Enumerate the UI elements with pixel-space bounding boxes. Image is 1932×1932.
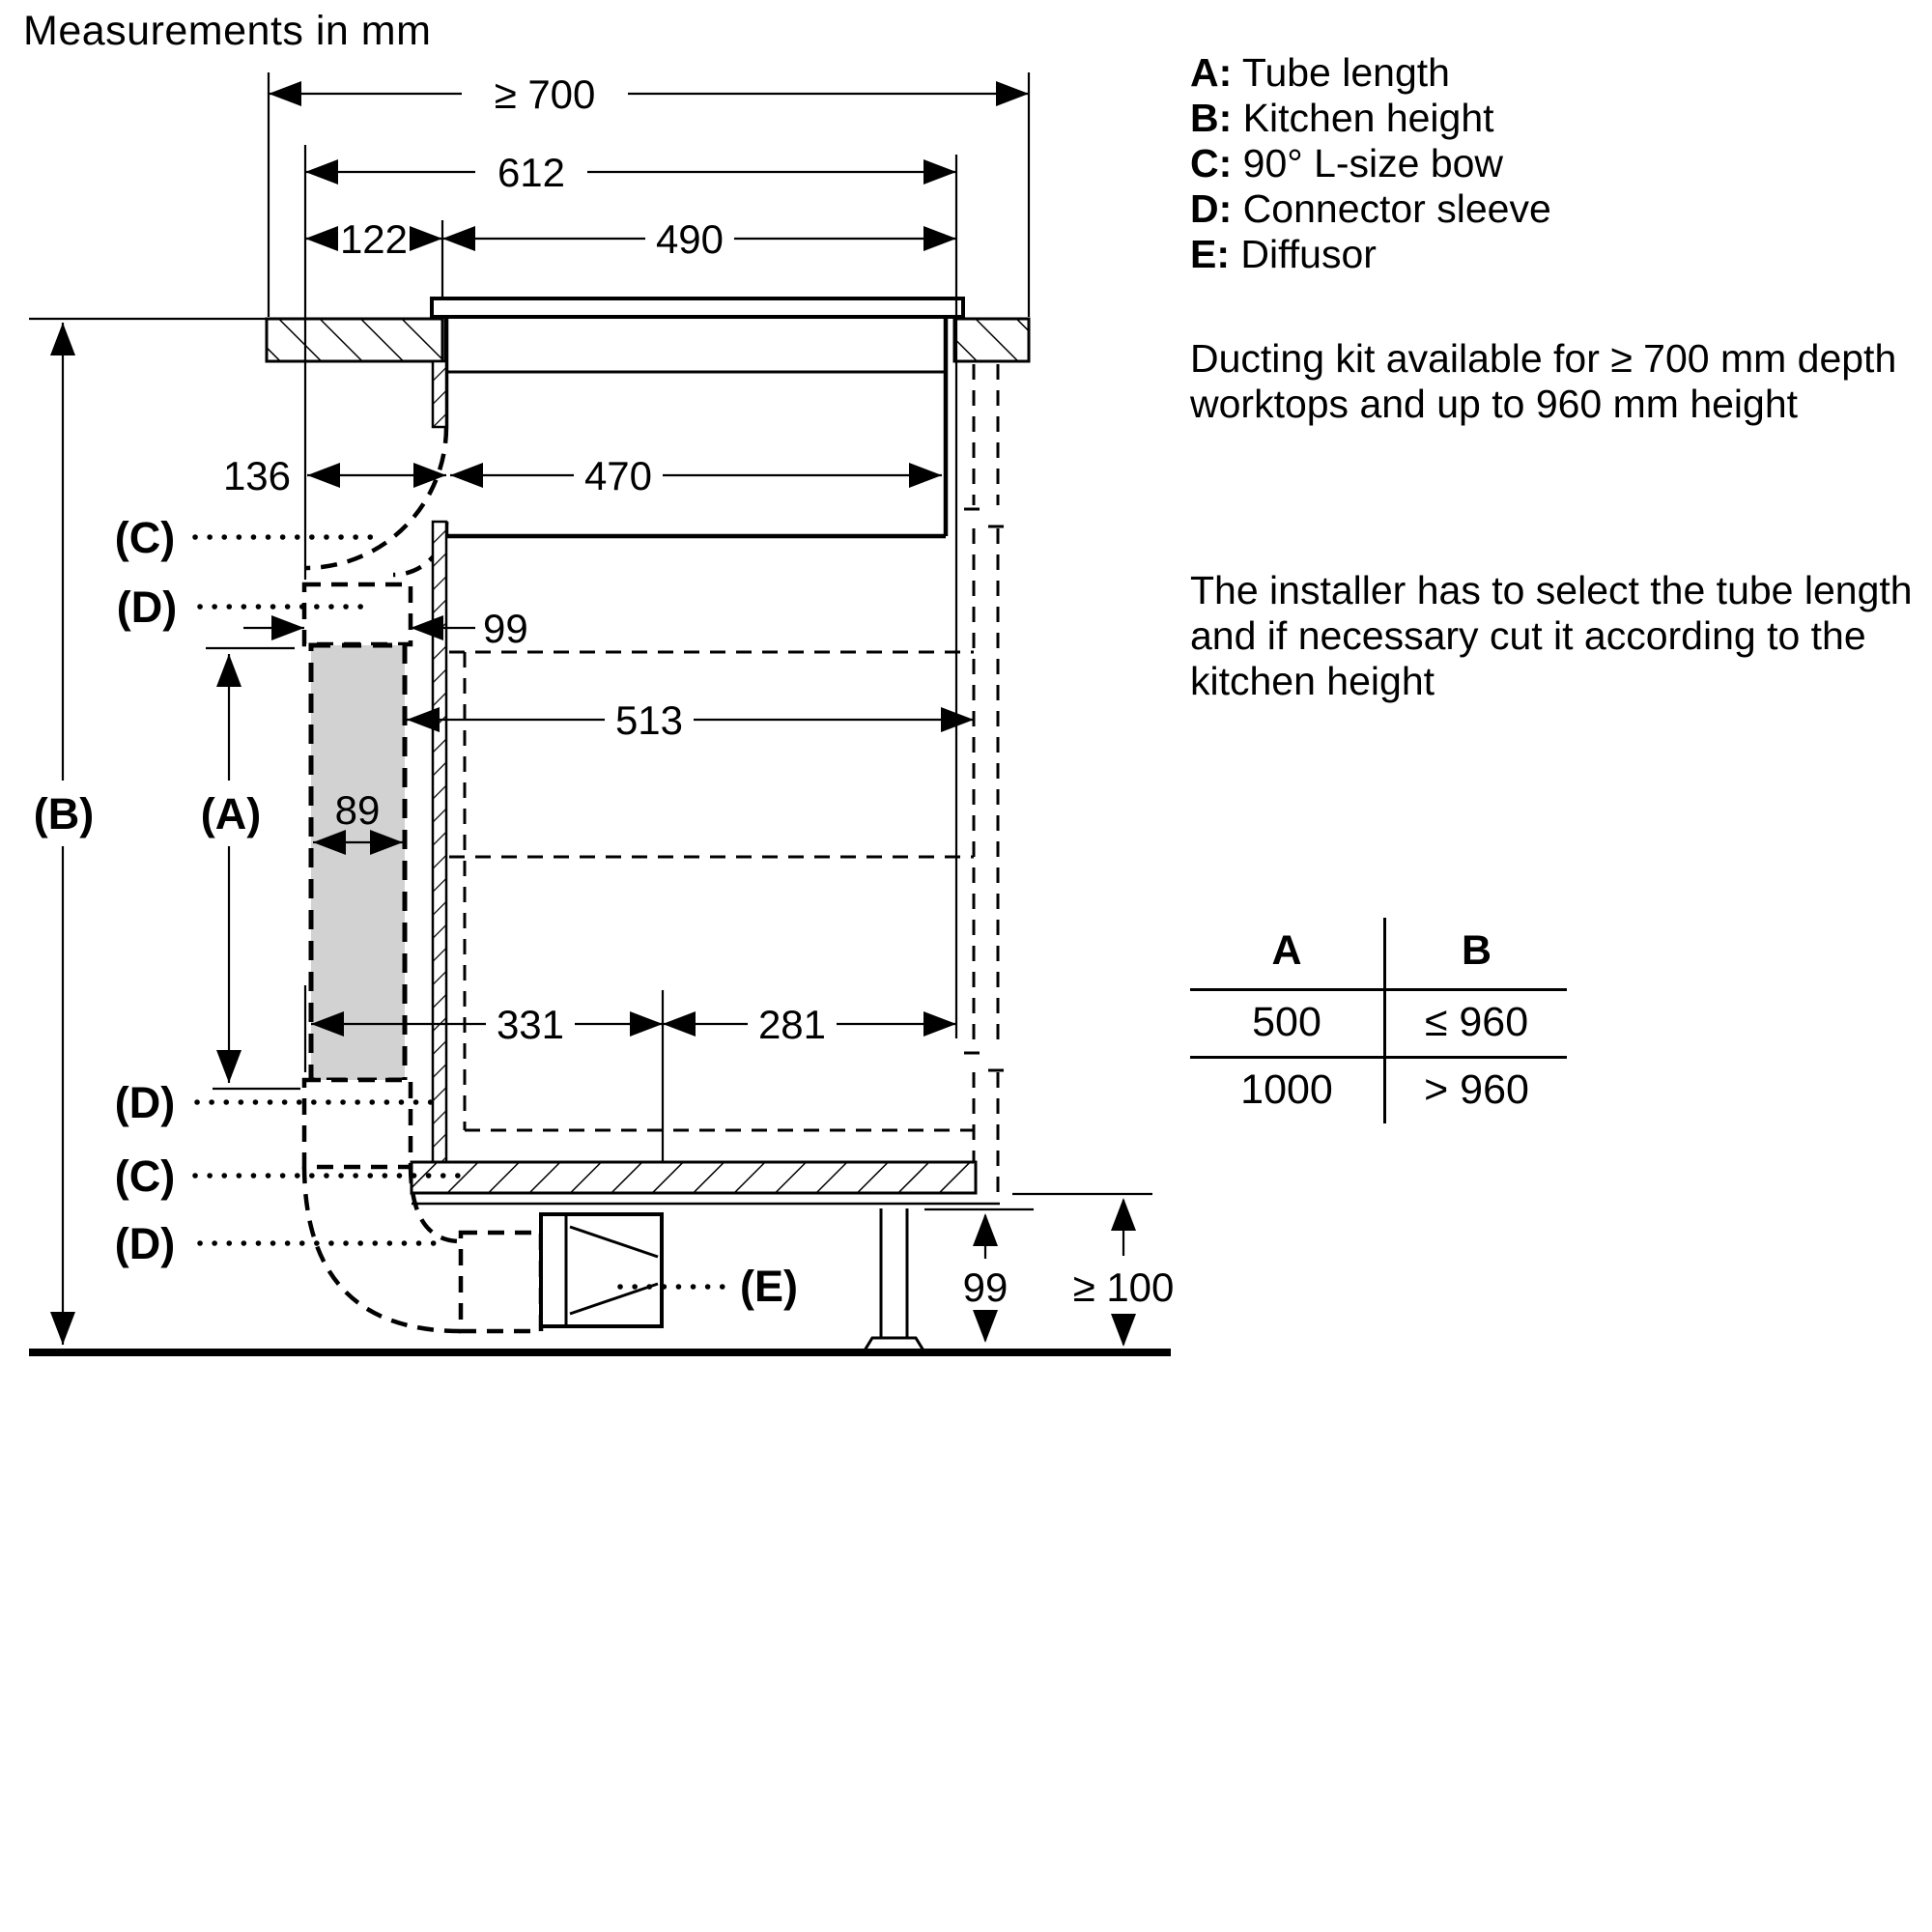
- note-installer: The installer has to select the tube length and if necessary cut it according to the kitchen height: [1190, 568, 1913, 703]
- table-header-a: A: [1190, 918, 1383, 991]
- legend-item-c: [1190, 141, 1551, 186]
- dim-rear-span: 281: [757, 1002, 827, 1047]
- label-bow-top: (C): [114, 513, 176, 562]
- legend-label-a: Tube length: [1241, 50, 1450, 95]
- legend-item-d: [1190, 186, 1551, 232]
- diffusor: [541, 1214, 662, 1326]
- dim-sleeve-width: 99: [483, 606, 528, 651]
- dim-plinth-clearance: ≥ 100: [1072, 1264, 1175, 1310]
- tube: [311, 645, 405, 1080]
- connector-sleeve-lower: [304, 1080, 411, 1167]
- hob-body: [446, 317, 946, 536]
- dim-cabinet-inner: 513: [614, 697, 684, 743]
- label-kitchen-height: (B): [33, 789, 95, 838]
- bow-upper: [305, 427, 446, 575]
- cabinet-dashed-outline: [449, 364, 1008, 1193]
- legend-item-b: [1190, 96, 1551, 141]
- label-bow-bottom: (C): [114, 1151, 176, 1201]
- legend: [1190, 50, 1551, 277]
- legend-label-e: Diffusor: [1240, 232, 1377, 276]
- dim-text-masks: [333, 74, 837, 1043]
- table-cell-b1: ≤ 960: [1383, 991, 1567, 1059]
- legend-key-a: A:: [1190, 50, 1233, 95]
- legend-label-b: Kitchen height: [1242, 96, 1494, 140]
- page-title: Measurements in mm: [23, 8, 432, 54]
- cabinet-bottom-panel: [412, 1162, 976, 1193]
- dim-diffusor-height: 99: [962, 1264, 1009, 1310]
- dim-body-width: 470: [583, 453, 653, 498]
- connector-sleeve-upper: [304, 584, 411, 644]
- dim-front-span: 331: [496, 1002, 565, 1047]
- worktop-left: [267, 319, 442, 361]
- dim-worktop-depth: ≥ 700: [494, 71, 596, 117]
- legend-item-a: [1190, 50, 1551, 96]
- legend-key-c: C:: [1190, 141, 1233, 185]
- label-sleeve-bottom: (D): [114, 1219, 176, 1268]
- tube-length-table: [1190, 918, 1567, 1123]
- cabinet-leg: [865, 1208, 923, 1350]
- table-cell-a2: 1000: [1240, 1066, 1333, 1113]
- table-cell-b2: > 960: [1383, 1059, 1567, 1123]
- table-header-b: B: [1383, 918, 1567, 991]
- note-ducting-kit: Ducting kit available for ≥ 700 mm depth worktops and up to 960 mm height: [1190, 336, 1897, 426]
- label-tube-length: (A): [200, 789, 262, 838]
- label-sleeve-top: (D): [116, 582, 178, 632]
- worktop-right: [954, 319, 1029, 361]
- installation-diagram: [0, 0, 1208, 1410]
- dim-hob-total-depth: 612: [497, 150, 566, 195]
- dim-tube-width: 89: [334, 787, 381, 833]
- legend-key-e: E:: [1190, 232, 1230, 276]
- label-sleeve-mid: (D): [114, 1078, 176, 1127]
- legend-label-c: 90° L-size bow: [1242, 141, 1504, 185]
- legend-key-d: D:: [1190, 186, 1233, 231]
- dim-duct-offset: 122: [339, 216, 409, 262]
- legend-key-b: B:: [1190, 96, 1233, 140]
- cabinet-wall-upper: [433, 361, 446, 427]
- label-diffusor: (E): [740, 1262, 798, 1311]
- table-cell-a1: 500: [1190, 991, 1383, 1059]
- legend-label-d: Connector sleeve: [1242, 186, 1551, 231]
- hob-glass: [432, 298, 963, 317]
- legend-item-e: [1190, 232, 1551, 277]
- dim-cutout-width: 490: [655, 216, 724, 262]
- dim-bow-offset: 136: [222, 453, 292, 498]
